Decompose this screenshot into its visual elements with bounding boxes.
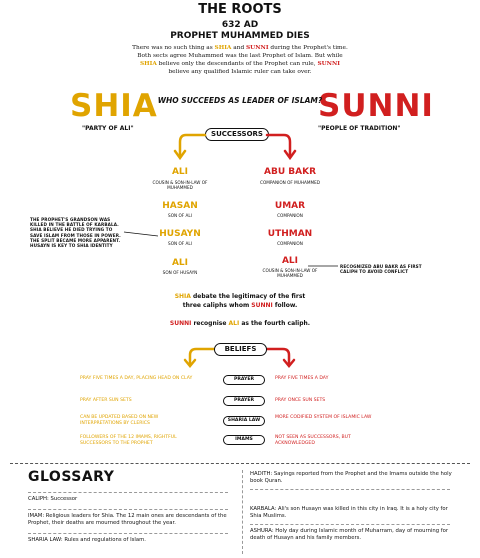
debate-text: SHIA debate the legitimacy of the first three caliphs whom SUNNI follow. — [174, 293, 306, 309]
belief-2-sunni: PRAY ONCE SUN SETS — [275, 398, 326, 403]
glossary-title: GLOSSARY — [28, 469, 115, 485]
leader-question: WHO SUCCEEDS AS LEADER OF ISLAM? — [157, 96, 323, 105]
sunni-successor-4: ALI — [281, 256, 299, 266]
sunni-tagline: "PEOPLE OF TRADITION" — [318, 125, 401, 132]
gloss-sep-r2 — [250, 524, 450, 525]
event: PROPHET MUHAMMED DIES — [170, 31, 310, 41]
gloss-sep-l1 — [28, 492, 228, 493]
belief-1-shia: PRAY FIVE TIMES A DAY, PLACING HEAD ON CLAY — [80, 376, 193, 381]
shia-arrow — [175, 135, 205, 158]
belief-2-shia: PRAY AFTER SUN SETS — [80, 398, 132, 403]
year: 632 AD — [221, 20, 259, 30]
husayn-note: THE PROPHET'S GRANDSON WAS KILLED IN THE BATTLE OF KARBALA. SHIA BELIEVE HE DIED TRYING TO SAVE ISLAM FROM THOSE IN POWER. THE SPLIT BECAME MORE APPARENT. HUSAYN IS KEY TO SHIA IDENTITY — [30, 217, 121, 249]
intro-text: There was no such thing as SHIA and SUNNI during the Prophet's time. Both sects agree Muhammed was the last Prophet of Islam. But while SHIA believe only the descendants of the Prophet can rule, SUNNI believe any qualified Islamic ruler can take over. — [132, 45, 348, 75]
belief-4-shia: FOLLOWERS OF THE 12 IMAMS, RIGHTFUL SUCCESSORS TO THE PROPHET — [80, 435, 177, 446]
gloss-sep-r1 — [250, 489, 450, 490]
shia-successor-2-desc: SON OF ALI — [168, 213, 192, 218]
sunni-successor-1: ABU BAKR — [264, 167, 316, 177]
glossary-imam: IMAM: Religious leaders for Shia. The 12 main ones are descendants of the Prophet, their deaths are mourned throughout the year. — [28, 513, 227, 526]
shia-successor-2: HASAN — [162, 201, 198, 211]
glossary-column-divider — [242, 470, 243, 554]
shia-successor-1: ALI — [171, 167, 189, 177]
shia-successor-4: ALI — [171, 258, 189, 268]
glossary-divider — [10, 463, 470, 464]
shia-successor-1-desc: COUSIN & SON-IN-LAW OF MUHAMMED — [152, 180, 208, 190]
beliefs-label: BELIEFS — [214, 343, 267, 356]
sunni-successor-4-desc: COUSIN & SON-IN-LAW OF MUHAMMED — [262, 268, 318, 278]
gloss-sep-l2 — [28, 509, 228, 510]
shia-successor-3-desc: SON OF ALI — [168, 241, 192, 246]
belief-3-sunni: MORE CODIFIED SYSTEM OF ISLAMIC LAW — [275, 415, 372, 420]
glossary-hadith: HADITH: Sayings reported from the Prophet and the Imams outside the holy book Quran. — [250, 471, 452, 484]
shia-successor-4-desc: SON OF HUSAYN — [162, 270, 198, 275]
page-title: THE ROOTS — [198, 2, 282, 17]
glossary-ashura: ASHURA: Holy day during Islamic month of Muharram, day of mourning for death of Husayn and his family members. — [250, 528, 449, 541]
sunni-successor-2-desc: COMPANION — [277, 213, 303, 218]
belief-3-shia: CAN BE UPDATED BASED ON NEW INTERPRETATIONS BY CLERICS — [80, 415, 159, 426]
glossary-caliph: CALIPH: Successor — [28, 496, 78, 502]
shia-tagline: "PARTY OF ALI" — [82, 125, 134, 132]
belief-3-topic: SHARIA LAW — [223, 416, 265, 426]
shia-heading: SHIA — [70, 88, 158, 124]
glossary-karbala: KARBALA: Ali's son Husayn was killed in this city in Iraq. It is a holy city for Shia Muslims. — [250, 506, 448, 519]
sunni-successor-2: UMAR — [274, 201, 306, 211]
ali-note: RECOGNIZED ABU BAKR AS FIRST CALIPH TO AVOID CONFLICT — [340, 264, 422, 275]
sunni-heading: SUNNI — [318, 88, 434, 124]
belief-4-sunni: NOT SEEN AS SUCCESSORS, BUT ACKNOWLEDGED — [275, 435, 351, 446]
sunni-successor-1-desc: COMPANION OF MUHAMMED — [260, 180, 320, 185]
gloss-sep-l3 — [28, 533, 228, 534]
belief-1-topic: PRAYER — [223, 375, 265, 385]
belief-1-sunni: PRAY FIVE TIMES A DAY — [275, 376, 329, 381]
shia-successor-3: HUSAYN — [159, 229, 201, 239]
successors-label: SUCCESSORS — [205, 128, 269, 141]
sunni-arrow — [267, 135, 295, 158]
recognise-text: SUNNI recognise ALI as the fourth caliph. — [169, 320, 311, 327]
sunni-successor-3-desc: COMPANION — [277, 241, 303, 246]
belief-4-topic: IMAMS — [223, 435, 265, 445]
glossary-sharia: SHARIA LAW: Rules and regulations of Islam. — [28, 537, 146, 543]
sunni-successor-3: UTHMAN — [267, 229, 313, 239]
belief-2-topic: PRAYER — [223, 396, 265, 406]
